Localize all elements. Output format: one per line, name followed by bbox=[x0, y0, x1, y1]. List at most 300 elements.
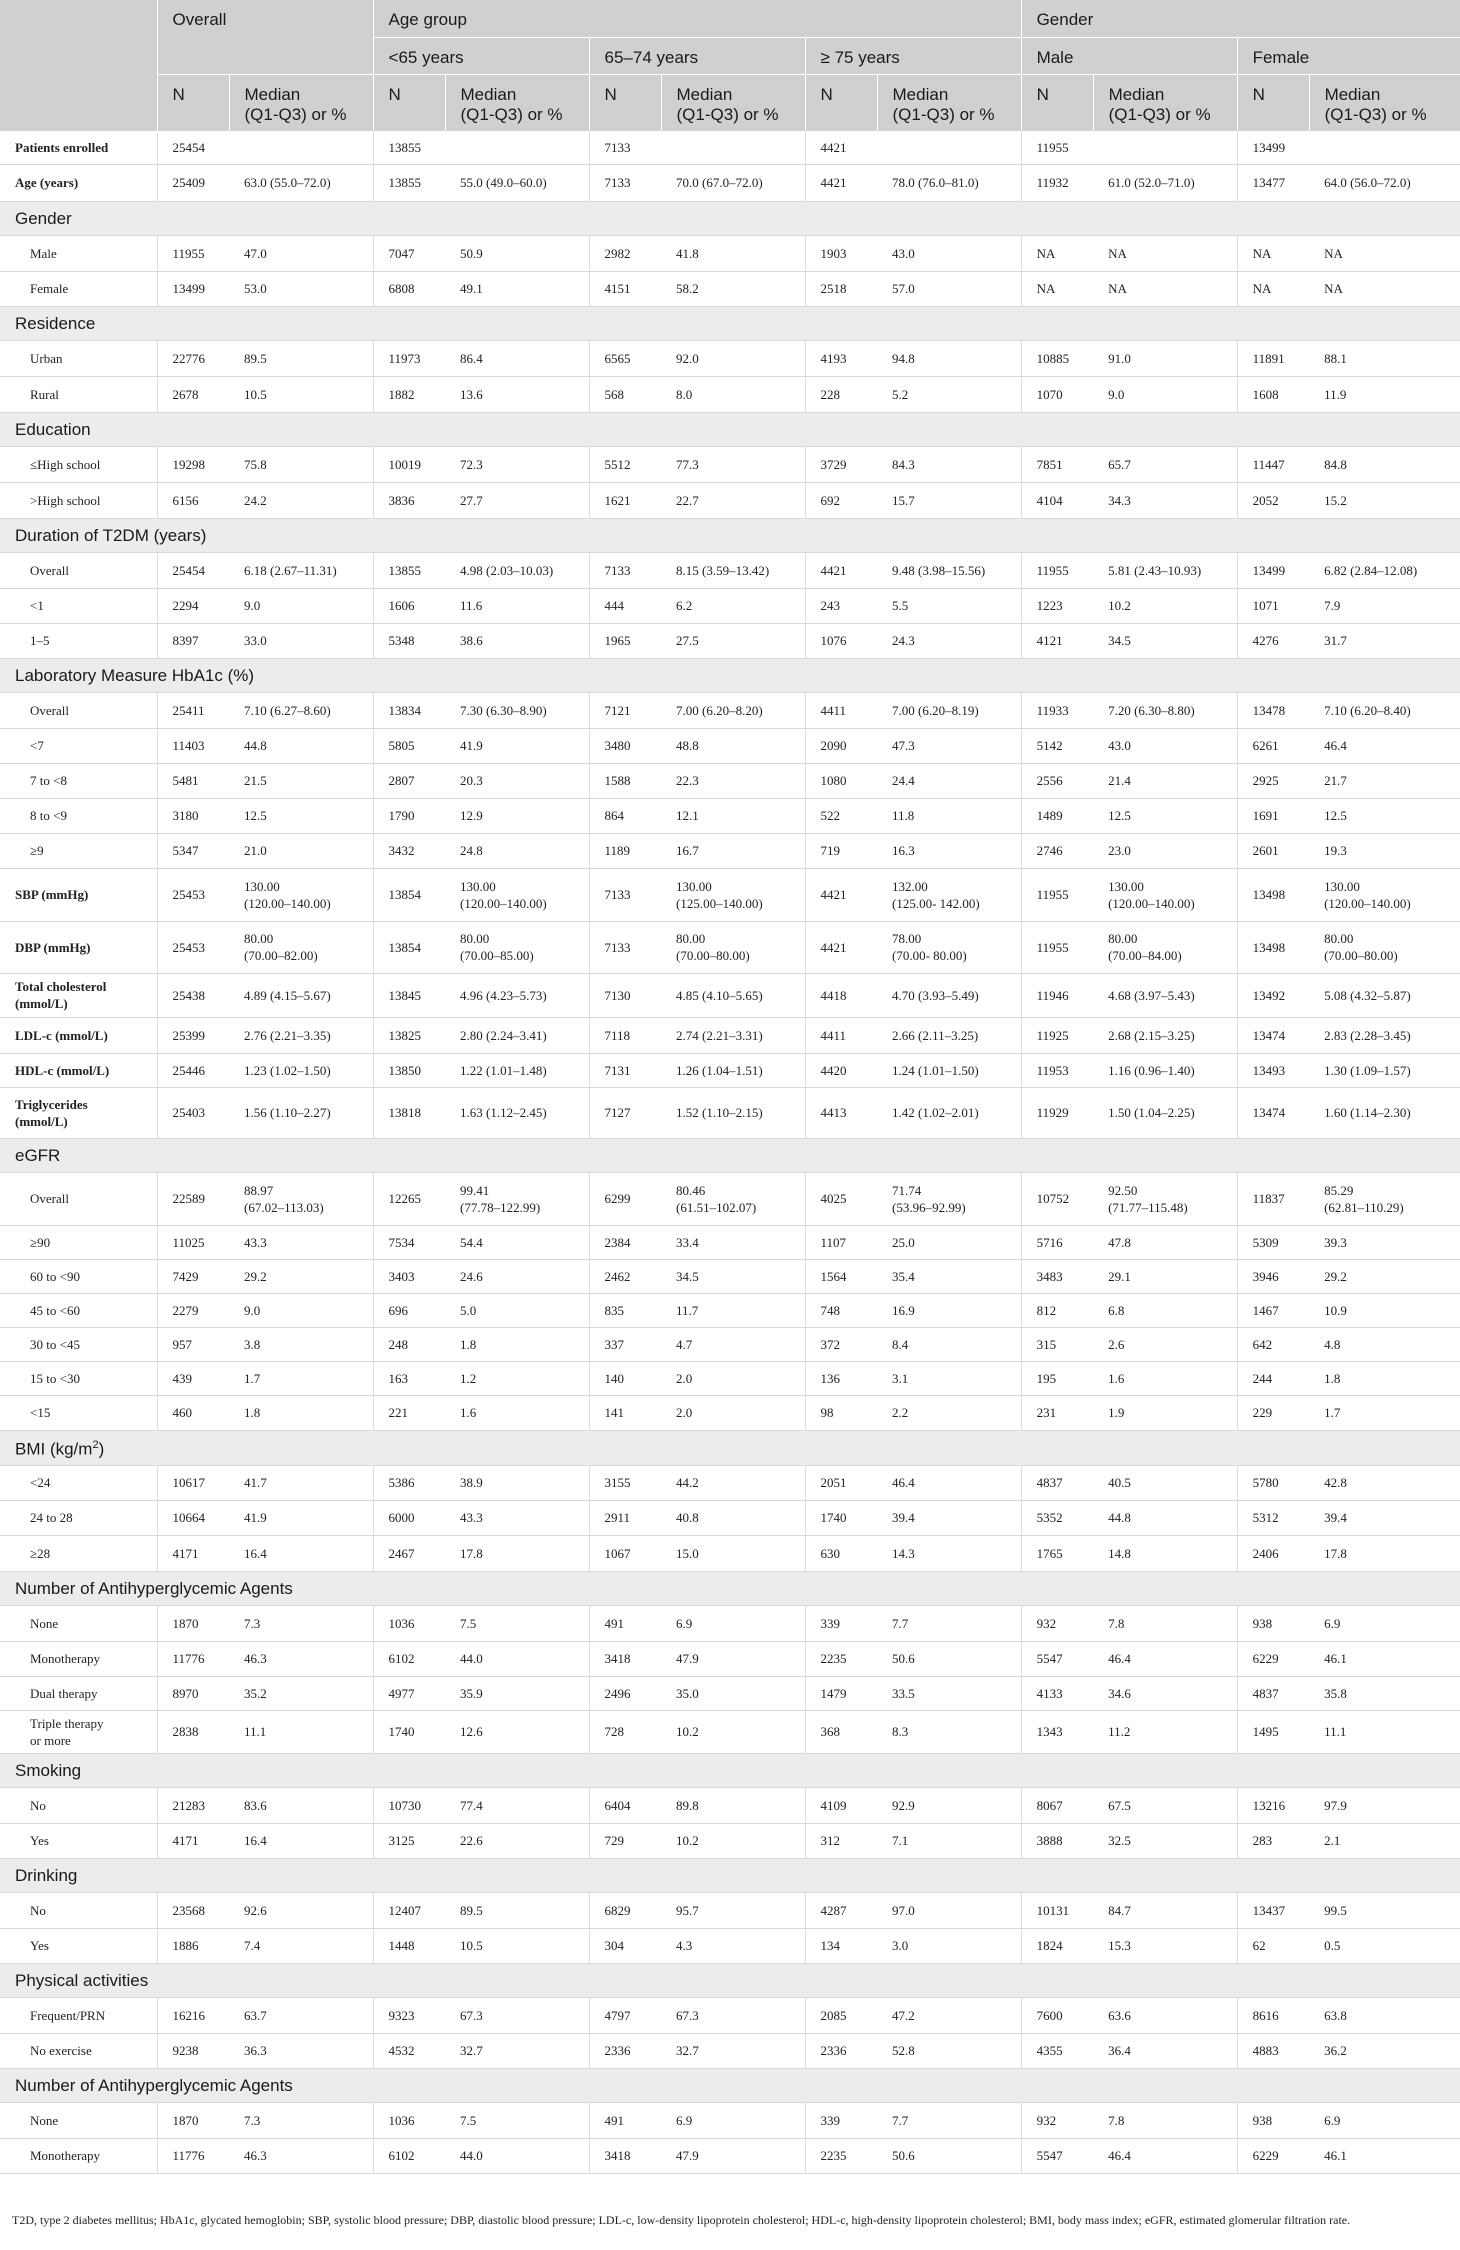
table-row bbox=[0, 868, 1460, 921]
cell-value: 35.8 bbox=[1324, 1685, 1347, 1701]
cell-value: 35.4 bbox=[892, 1268, 915, 1284]
row-label: <15 bbox=[30, 1405, 51, 1420]
cell-n: 4837 bbox=[1237, 1676, 1309, 1710]
cell-value: 34.5 bbox=[1108, 633, 1131, 648]
cell-n: 13492 bbox=[1237, 973, 1309, 1017]
cell-value: 77.4 bbox=[460, 1797, 483, 1813]
cell-value: 1.16 (0.96–1.40) bbox=[1108, 1062, 1195, 1078]
cell-n: 2678 bbox=[157, 376, 229, 412]
section-header-row bbox=[0, 1858, 1460, 1892]
table-row bbox=[0, 376, 1460, 412]
cell-n: 4025 bbox=[805, 1172, 877, 1225]
cell-n: 25411 bbox=[157, 692, 229, 728]
cell-n: 25453 bbox=[157, 921, 229, 973]
table-row bbox=[0, 2033, 1460, 2068]
cell-n: 3180 bbox=[157, 798, 229, 833]
cell-n: 4171 bbox=[157, 1535, 229, 1571]
cell-value: 10.5 bbox=[460, 1938, 483, 1953]
cell-value: 24.4 bbox=[892, 773, 915, 788]
cell-value: 67.5 bbox=[1108, 1797, 1131, 1813]
cell-n: 19298 bbox=[157, 446, 229, 482]
cell-n: 22776 bbox=[157, 340, 229, 376]
cell-n: 7118 bbox=[589, 1017, 661, 1053]
table-row bbox=[0, 1225, 1460, 1259]
table-row bbox=[0, 1017, 1460, 1053]
cell-n: 2235 bbox=[805, 2138, 877, 2173]
cell-n: 938 bbox=[1237, 1605, 1309, 1641]
cell-value: 9.0 bbox=[244, 1302, 261, 1318]
cell-value: 3.1 bbox=[892, 1370, 909, 1386]
row-label: No exercise bbox=[30, 2043, 92, 2058]
cell-n: NA bbox=[1237, 271, 1309, 306]
cell-n: 1107 bbox=[805, 1225, 877, 1259]
header-median: Median (Q1-Q3) or % bbox=[229, 74, 373, 131]
cell-value: 1.23 (1.02–1.50) bbox=[244, 1062, 331, 1078]
cell-n: 4355 bbox=[1021, 2033, 1093, 2068]
cell-value: 38.9 bbox=[460, 1475, 483, 1490]
cell-n: 10664 bbox=[157, 1500, 229, 1535]
row-label: LDL-c (mmol/L) bbox=[15, 1027, 108, 1043]
cell-value: 2.74 (2.21–3.31) bbox=[676, 1027, 763, 1043]
header-n: N bbox=[589, 74, 661, 131]
cell-n: 864 bbox=[589, 798, 661, 833]
cell-n: 3418 bbox=[589, 2138, 661, 2173]
cell-n: 11025 bbox=[157, 1225, 229, 1259]
table-row bbox=[0, 1361, 1460, 1395]
cell-value: 11.7 bbox=[676, 1302, 699, 1318]
cell-value: 4.70 (3.93–5.49) bbox=[892, 987, 979, 1003]
cell-n: 13474 bbox=[1237, 1087, 1309, 1138]
cell-value: 63.0 (55.0–72.0) bbox=[244, 175, 331, 190]
cell-n: 11933 bbox=[1021, 692, 1093, 728]
cell-n: 5312 bbox=[1237, 1500, 1309, 1535]
cell-value: 47.2 bbox=[892, 2007, 915, 2023]
cell-n: 3403 bbox=[373, 1259, 445, 1293]
cell-n: 1965 bbox=[589, 623, 661, 658]
cell-n: 4109 bbox=[805, 1787, 877, 1823]
table-row bbox=[0, 2102, 1460, 2138]
cell-value: 6.2 bbox=[676, 598, 693, 613]
cell-value: 11.8 bbox=[892, 808, 915, 823]
cell-value: NA bbox=[1108, 245, 1127, 261]
table-row bbox=[0, 1928, 1460, 1963]
cell-value: 10.2 bbox=[676, 1724, 699, 1739]
cell-n: 1886 bbox=[157, 1928, 229, 1963]
cell-value: 47.8 bbox=[1108, 1234, 1131, 1250]
cell-n: 243 bbox=[805, 588, 877, 623]
cell-value: 84.3 bbox=[892, 456, 915, 472]
cell-n: 11447 bbox=[1237, 446, 1309, 482]
table-row bbox=[0, 1710, 1460, 1753]
cell-n: 4420 bbox=[805, 1053, 877, 1087]
cell-n: 195 bbox=[1021, 1361, 1093, 1395]
cell-n: 460 bbox=[157, 1395, 229, 1430]
row-label: Dual therapy bbox=[30, 1685, 98, 1701]
section-header-row bbox=[0, 658, 1460, 692]
cell-value: 97.0 bbox=[892, 1902, 915, 1918]
table-row bbox=[0, 1087, 1460, 1138]
cell-value: 24.6 bbox=[460, 1268, 483, 1284]
row-label: Male bbox=[30, 245, 57, 261]
cell-n: 2090 bbox=[805, 728, 877, 763]
row-label: No bbox=[30, 1902, 46, 1918]
header-median: Median (Q1-Q3) or % bbox=[1309, 74, 1460, 131]
cell-value: 58.2 bbox=[676, 281, 699, 296]
cell-n: 5780 bbox=[1237, 1465, 1309, 1500]
cell-value: 89.5 bbox=[460, 1902, 483, 1918]
cell-value: 57.0 bbox=[892, 281, 915, 296]
table-row bbox=[0, 763, 1460, 798]
cell-n: 4837 bbox=[1021, 1465, 1093, 1500]
cell-value: 4.68 (3.97–5.43) bbox=[1108, 987, 1195, 1003]
cell-n: 13855 bbox=[373, 131, 445, 164]
section-header-row bbox=[0, 201, 1460, 235]
cell-n: 1223 bbox=[1021, 588, 1093, 623]
cell-value bbox=[1093, 131, 1237, 164]
cell-n: 835 bbox=[589, 1293, 661, 1327]
cell-n: 1071 bbox=[1237, 588, 1309, 623]
cell-value: 5.0 bbox=[460, 1302, 477, 1318]
cell-n: 4276 bbox=[1237, 623, 1309, 658]
cell-value: 99.5 bbox=[1324, 1902, 1347, 1918]
cell-n: 6829 bbox=[589, 1892, 661, 1928]
cell-n: 6299 bbox=[589, 1172, 661, 1225]
cell-value: 22.6 bbox=[460, 1833, 483, 1848]
cell-value: 5.08 (4.32–5.87) bbox=[1324, 987, 1411, 1003]
row-label: Urban bbox=[30, 350, 63, 366]
cell-n: 1606 bbox=[373, 588, 445, 623]
cell-n: 1343 bbox=[1021, 1710, 1093, 1753]
cell-n: 4883 bbox=[1237, 2033, 1309, 2068]
cell-n: 229 bbox=[1237, 1395, 1309, 1430]
cell-value: 46.4 bbox=[892, 1475, 915, 1490]
cell-value: 12.9 bbox=[460, 808, 483, 823]
cell-n: 8970 bbox=[157, 1676, 229, 1710]
cell-value: 46.1 bbox=[1324, 2148, 1347, 2163]
cell-value: 70.0 (67.0–72.0) bbox=[676, 175, 763, 190]
cell-n: 372 bbox=[805, 1327, 877, 1361]
section-title: Drinking bbox=[0, 1858, 1460, 1892]
cell-n: 491 bbox=[589, 2102, 661, 2138]
cell-n: 1479 bbox=[805, 1676, 877, 1710]
cell-value: 36.3 bbox=[244, 2043, 267, 2058]
cell-n: 522 bbox=[805, 798, 877, 833]
table-row bbox=[0, 1172, 1460, 1225]
cell-value: 43.0 bbox=[892, 245, 915, 261]
cell-value: 7.10 (6.27–8.60) bbox=[244, 702, 331, 718]
cell-n: 25403 bbox=[157, 1087, 229, 1138]
cell-n: 5309 bbox=[1237, 1225, 1309, 1259]
cell-value: 2.1 bbox=[1324, 1833, 1341, 1848]
cell-value: 7.8 bbox=[1108, 1615, 1125, 1631]
cell-value: 4.89 (4.15–5.67) bbox=[244, 987, 331, 1003]
row-label: DBP (mmHg) bbox=[15, 939, 91, 955]
cell-n: 2235 bbox=[805, 1641, 877, 1676]
cell-value: 6.8 bbox=[1108, 1302, 1125, 1318]
cell-value: 1.22 (1.01–1.48) bbox=[460, 1062, 547, 1078]
cell-n: 2518 bbox=[805, 271, 877, 306]
cell-n: 11929 bbox=[1021, 1087, 1093, 1138]
cell-n: 2279 bbox=[157, 1293, 229, 1327]
cell-value: 31.7 bbox=[1324, 633, 1347, 648]
cell-n: 11946 bbox=[1021, 973, 1093, 1017]
cell-value: 17.8 bbox=[1324, 1545, 1347, 1561]
cell-n: 491 bbox=[589, 1605, 661, 1641]
cell-value: 7.5 bbox=[460, 2112, 477, 2128]
table-row bbox=[0, 1395, 1460, 1430]
cell-n: 3483 bbox=[1021, 1259, 1093, 1293]
cell-value: 2.80 (2.24–3.41) bbox=[460, 1027, 547, 1043]
cell-n: 12407 bbox=[373, 1892, 445, 1928]
cell-value: 7.1 bbox=[892, 1833, 909, 1848]
cell-n: 4287 bbox=[805, 1892, 877, 1928]
table-row bbox=[0, 340, 1460, 376]
section-title: Residence bbox=[0, 306, 1460, 340]
cell-n: 13499 bbox=[157, 271, 229, 306]
cell-n: 134 bbox=[805, 1928, 877, 1963]
cell-value: 92.6 bbox=[244, 1902, 267, 1918]
cell-n: 13499 bbox=[1237, 131, 1309, 164]
cell-value: 24.2 bbox=[244, 492, 267, 508]
cell-n: 4421 bbox=[805, 552, 877, 588]
cell-value: 15.7 bbox=[892, 492, 915, 508]
cell-n: 231 bbox=[1021, 1395, 1093, 1430]
cell-n: 1564 bbox=[805, 1259, 877, 1293]
cell-value: 22.7 bbox=[676, 492, 699, 508]
cell-value bbox=[661, 131, 805, 164]
section-header-row bbox=[0, 1138, 1460, 1172]
cell-value: 1.7 bbox=[1324, 1405, 1341, 1420]
cell-value: 7.3 bbox=[244, 2112, 261, 2128]
cell-value: 35.9 bbox=[460, 1685, 483, 1701]
cell-n: 1467 bbox=[1237, 1293, 1309, 1327]
cell-value: 40.8 bbox=[676, 1510, 699, 1525]
row-label: 7 to <8 bbox=[30, 773, 67, 788]
cell-value: 97.9 bbox=[1324, 1797, 1347, 1813]
cell-n: 10730 bbox=[373, 1787, 445, 1823]
cell-n: 4413 bbox=[805, 1087, 877, 1138]
row-label: No bbox=[30, 1797, 46, 1813]
cell-value: 1.6 bbox=[460, 1405, 477, 1420]
row-label: ≥9 bbox=[30, 843, 44, 858]
cell-n: 7130 bbox=[589, 973, 661, 1017]
cell-value: 41.7 bbox=[244, 1475, 267, 1490]
cell-n: 7600 bbox=[1021, 1997, 1093, 2033]
cell-n: 13854 bbox=[373, 868, 445, 921]
cell-value: 2.6 bbox=[1108, 1336, 1125, 1352]
cell-value: 1.24 (1.01–1.50) bbox=[892, 1062, 979, 1078]
row-label: None bbox=[30, 1615, 59, 1631]
cell-value: 25.0 bbox=[892, 1234, 915, 1250]
cell-value: 21.4 bbox=[1108, 773, 1131, 788]
cell-value: 7.8 bbox=[1108, 2112, 1125, 2128]
cell-value: 1.50 (1.04–2.25) bbox=[1108, 1105, 1195, 1120]
cell-n: 1740 bbox=[805, 1500, 877, 1535]
cell-n: 748 bbox=[805, 1293, 877, 1327]
table-row bbox=[0, 552, 1460, 588]
cell-value: 24.3 bbox=[892, 633, 915, 648]
header-age-group: Age group bbox=[373, 0, 1021, 37]
cell-value: 83.6 bbox=[244, 1797, 267, 1813]
cell-n: 10131 bbox=[1021, 1892, 1093, 1928]
cell-value: 99.41 (77.78–122.99) bbox=[460, 1182, 541, 1215]
cell-value: 86.4 bbox=[460, 350, 483, 366]
cell-value: 7.00 (6.20–8.19) bbox=[892, 702, 979, 718]
cell-value: 49.1 bbox=[460, 281, 483, 296]
cell-value: 2.68 (2.15–3.25) bbox=[1108, 1027, 1195, 1043]
cell-n: 1790 bbox=[373, 798, 445, 833]
row-label: Triglycerides (mmol/L) bbox=[15, 1096, 88, 1129]
row-label: SBP (mmHg) bbox=[15, 887, 89, 902]
section-title: BMI $(kg/m^2)$ bbox=[0, 1430, 1460, 1465]
cell-value: 34.3 bbox=[1108, 492, 1131, 508]
cell-n: 1067 bbox=[589, 1535, 661, 1571]
cell-n: 2085 bbox=[805, 1997, 877, 2033]
cell-n: 3432 bbox=[373, 833, 445, 868]
row-label: Yes bbox=[30, 1833, 49, 1848]
header-male: Male bbox=[1021, 37, 1237, 74]
cell-n: NA bbox=[1237, 235, 1309, 271]
cell-n: 3125 bbox=[373, 1823, 445, 1858]
cell-value: 0.5 bbox=[1324, 1938, 1341, 1953]
cell-n: 1882 bbox=[373, 376, 445, 412]
cell-n: 13437 bbox=[1237, 1892, 1309, 1928]
row-label: ≥28 bbox=[30, 1545, 51, 1561]
cell-n: 136 bbox=[805, 1361, 877, 1395]
section-title: Education bbox=[0, 412, 1460, 446]
row-label: ≤High school bbox=[30, 456, 101, 472]
table-row bbox=[0, 1259, 1460, 1293]
row-label: >High school bbox=[30, 492, 101, 508]
cell-value: 9.0 bbox=[244, 598, 261, 613]
cell-n: 13498 bbox=[1237, 921, 1309, 973]
table-row bbox=[0, 1823, 1460, 1858]
cell-value: 11.1 bbox=[244, 1724, 267, 1739]
cell-value: 29.1 bbox=[1108, 1268, 1131, 1284]
cell-value bbox=[445, 131, 589, 164]
cell-n: 1495 bbox=[1237, 1710, 1309, 1753]
cell-value: 10.9 bbox=[1324, 1302, 1347, 1318]
cell-value: 54.4 bbox=[460, 1234, 483, 1250]
cell-value: 64.0 (56.0–72.0) bbox=[1324, 175, 1411, 190]
cell-n: 1036 bbox=[373, 2102, 445, 2138]
cell-n: 11955 bbox=[1021, 921, 1093, 973]
cell-value: 80.00 (70.00–82.00) bbox=[244, 931, 318, 963]
cell-value: 16.7 bbox=[676, 843, 699, 858]
cell-value: 32.7 bbox=[460, 2043, 483, 2058]
cell-value: 132.00 (125.00- 142.00) bbox=[892, 878, 980, 911]
header-median: Median (Q1-Q3) or % bbox=[877, 74, 1021, 131]
cell-value: 11.2 bbox=[1108, 1724, 1131, 1739]
cell-n: 13474 bbox=[1237, 1017, 1309, 1053]
cell-n: 1740 bbox=[373, 1710, 445, 1753]
row-label: Overall bbox=[30, 1191, 69, 1206]
row-label: 30 to <45 bbox=[30, 1336, 80, 1352]
section-header-row bbox=[0, 2068, 1460, 2102]
row-label: 15 to <30 bbox=[30, 1370, 80, 1386]
cell-value: 43.0 bbox=[1108, 738, 1131, 753]
cell-n: 2496 bbox=[589, 1676, 661, 1710]
cell-value: 47.3 bbox=[892, 738, 915, 753]
cell-n: 13834 bbox=[373, 692, 445, 728]
cell-value: 52.8 bbox=[892, 2043, 915, 2058]
cell-n: 221 bbox=[373, 1395, 445, 1430]
cell-value: 16.3 bbox=[892, 843, 915, 858]
cell-n: 4421 bbox=[805, 164, 877, 201]
cell-value: 46.4 bbox=[1108, 1651, 1131, 1666]
cell-value: 84.8 bbox=[1324, 456, 1347, 472]
cell-value: 92.0 bbox=[676, 350, 699, 366]
cell-n: 3418 bbox=[589, 1641, 661, 1676]
cell-value: 35.2 bbox=[244, 1685, 267, 1701]
section-header-row bbox=[0, 1963, 1460, 1997]
cell-value: 34.5 bbox=[676, 1268, 699, 1284]
cell-n: 5805 bbox=[373, 728, 445, 763]
cell-n: 1076 bbox=[805, 623, 877, 658]
cell-value: 130.00 (120.00–140.00) bbox=[1108, 878, 1195, 911]
cell-value: 41.9 bbox=[244, 1510, 267, 1525]
cell-n: 4133 bbox=[1021, 1676, 1093, 1710]
row-label: 1–5 bbox=[30, 633, 50, 648]
cell-n: 4411 bbox=[805, 692, 877, 728]
cell-value: 1.7 bbox=[244, 1370, 261, 1386]
cell-n: 3888 bbox=[1021, 1823, 1093, 1858]
cell-n: 11953 bbox=[1021, 1053, 1093, 1087]
cell-value: 1.6 bbox=[1108, 1370, 1125, 1386]
cell-value: 1.56 (1.10–2.27) bbox=[244, 1105, 331, 1120]
cell-n: 312 bbox=[805, 1823, 877, 1858]
cell-n: 6808 bbox=[373, 271, 445, 306]
cell-n: 3480 bbox=[589, 728, 661, 763]
cell-n: 5716 bbox=[1021, 1225, 1093, 1259]
table-row bbox=[0, 271, 1460, 306]
cell-n: 7851 bbox=[1021, 446, 1093, 482]
row-label: <7 bbox=[30, 738, 44, 753]
cell-n: 4532 bbox=[373, 2033, 445, 2068]
cell-value: 2.0 bbox=[676, 1405, 693, 1420]
header-median: Median (Q1-Q3) or % bbox=[1093, 74, 1237, 131]
cell-value bbox=[877, 131, 1021, 164]
cell-n: 11776 bbox=[157, 1641, 229, 1676]
cell-value: 3.8 bbox=[244, 1336, 261, 1352]
cell-n: 6156 bbox=[157, 482, 229, 518]
cell-value: 92.9 bbox=[892, 1797, 915, 1813]
cell-n: 25454 bbox=[157, 131, 229, 164]
cell-n: 11925 bbox=[1021, 1017, 1093, 1053]
cell-value: 24.8 bbox=[460, 843, 483, 858]
cell-value: 1.8 bbox=[1324, 1370, 1341, 1386]
cell-n: 339 bbox=[805, 1605, 877, 1641]
cell-n: 6229 bbox=[1237, 1641, 1309, 1676]
cell-value: 7.30 (6.30–8.90) bbox=[460, 702, 547, 718]
cell-value: 6.9 bbox=[676, 1615, 693, 1631]
cell-value: 7.4 bbox=[244, 1938, 261, 1953]
cell-value: 7.7 bbox=[892, 2112, 909, 2128]
cell-value: 4.3 bbox=[676, 1938, 693, 1953]
cell-value: 67.3 bbox=[676, 2007, 699, 2023]
cell-n: 7429 bbox=[157, 1259, 229, 1293]
cell-n: 729 bbox=[589, 1823, 661, 1858]
cell-value: 63.8 bbox=[1324, 2007, 1347, 2023]
cell-n: 4411 bbox=[805, 1017, 877, 1053]
cell-n: 283 bbox=[1237, 1823, 1309, 1858]
cell-n: 7133 bbox=[589, 552, 661, 588]
cell-n: 1903 bbox=[805, 235, 877, 271]
cell-value: 23.0 bbox=[1108, 843, 1131, 858]
cell-value: 65.7 bbox=[1108, 456, 1131, 472]
row-label: 8 to <9 bbox=[30, 808, 67, 823]
cell-value: 16.4 bbox=[244, 1833, 267, 1848]
